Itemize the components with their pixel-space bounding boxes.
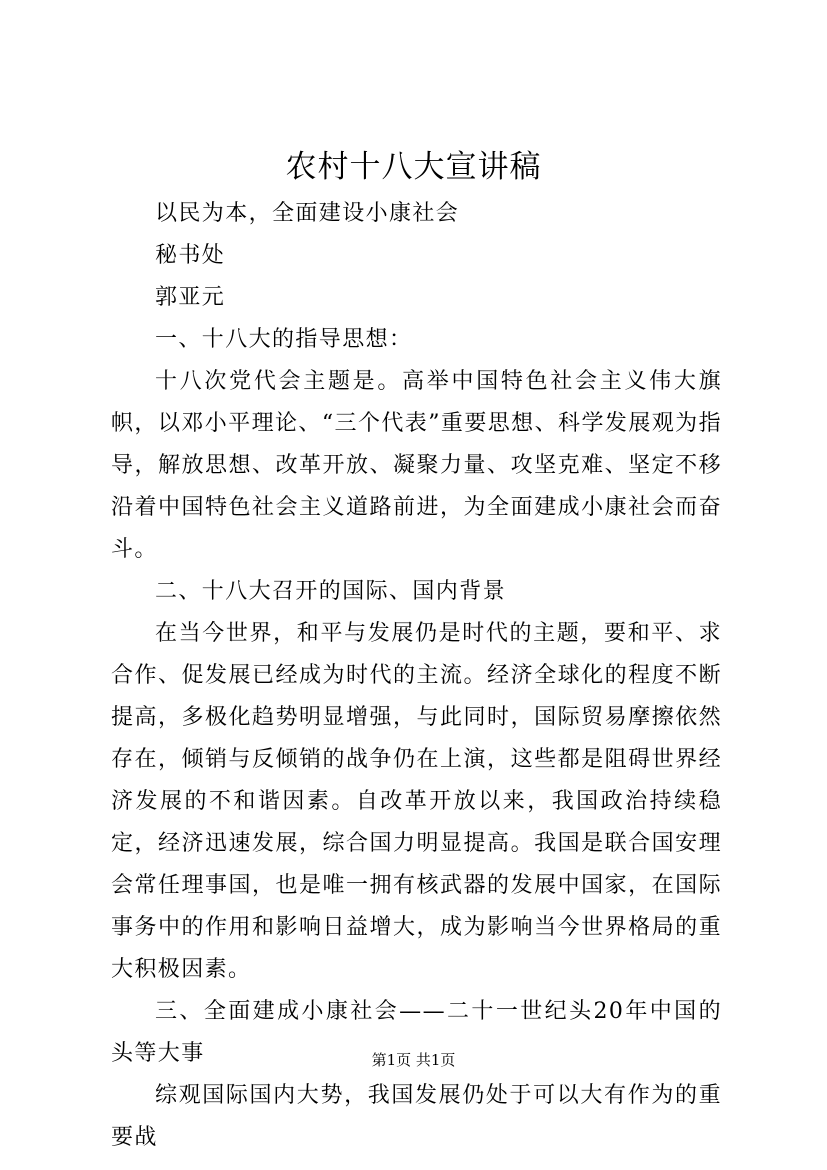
body-paragraph-1: 十八次党代会主题是。高举中国特色社会主义伟大旗帜，以邓小平理论、“三个代表”重要思想、科学发展观为指导，解放思想、改革开放、凝聚力量、攻坚克难、坚定不移沿着中国特色社会主义道路前进，为全面建成小康社会而奋斗。 [111,369,722,562]
document-title: 农村十八大宣讲稿 [285,149,542,185]
section-heading-2: 二、十八大召开的国际、国内背景 [155,579,507,604]
body-paragraph-2: 在当今世界，和平与发展仍是时代的主题，要和平、求合作、促发展已经成为时代的主流。经济全球化的程度不断提高，多极化趋势明显增强，与此同时，国际贸易摩擦依然存在，倾销与反倾销的战争仍在上演，这些都是阻碍世界经济发展的不和谐因素。自改革开放以来，我国政治持续稳定，经济迅速发展，综合国力明显提高。我国是联合国安理会常任理事国，也是唯一拥有核武器的发展中国家，在国际事务中的作用和影响日益增大，成为影响当今世界格局的重大积极因素。 [111,621,722,982]
subtitle-paragraph: 以民为本，全面建设小康社会 [155,201,460,226]
document-body [111,193,722,1159]
section-heading-1: 一、十八大的指导思想： [155,327,413,352]
department-paragraph: 秘书处 [155,243,226,268]
body-paragraph-3: 综观国际国内大势，我国发展仍处于可以大有作为的重要战 [111,1083,722,1150]
page-footer: 第1页 共1页 [371,1051,456,1069]
section-heading-3: 三、全面建成小康社会——二十一世纪头20年中国的头等大事 [111,999,722,1066]
author-paragraph: 郭亚元 [155,285,226,310]
